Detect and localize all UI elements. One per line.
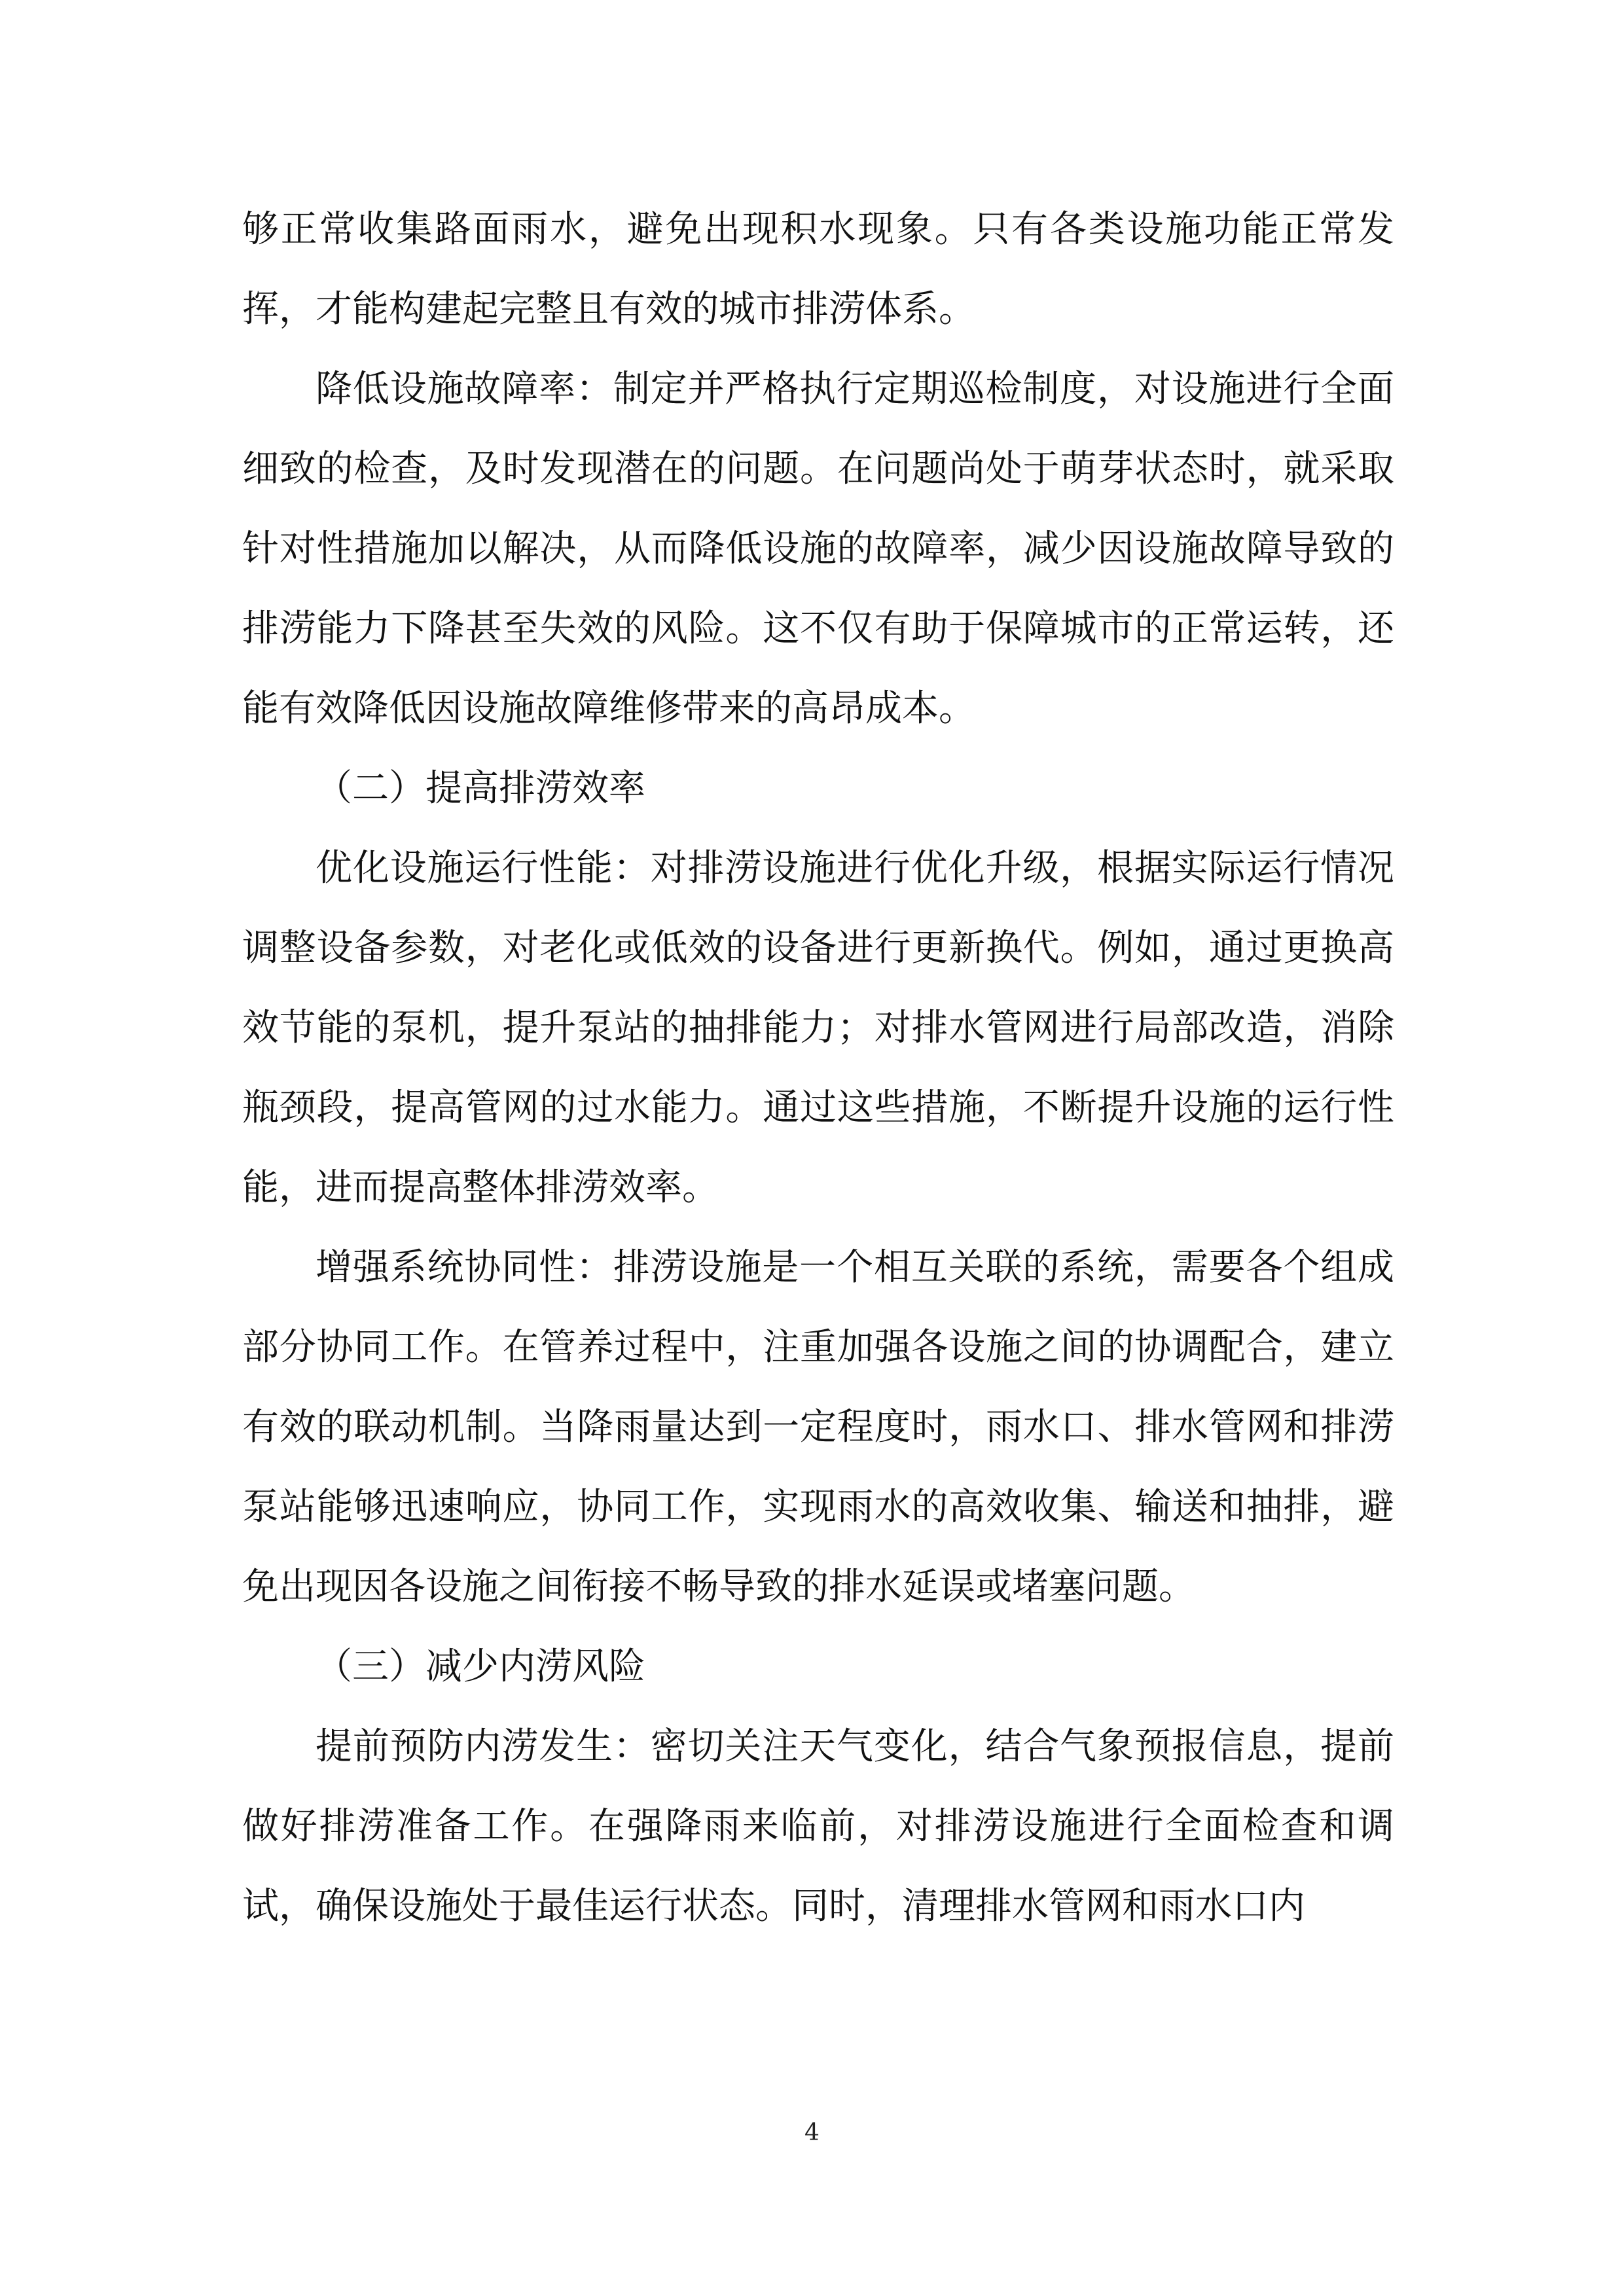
paragraph-prevent-waterlogging: 提前预防内涝发生：密切关注天气变化，结合气象预报信息，提前做好排涝准备工作。在强降雨来临前，对排涝设施进行全面检查和调试，确保设施处于最佳运行状态。同时，清理排水管网和雨水口内	[242, 1725, 1394, 1928]
section-heading-2: （二）提高排涝效率	[316, 767, 645, 810]
paragraph-reduce-failure-rate: 降低设施故障率：制定并严格执行定期巡检制度，对设施进行全面细致的检查，及时发现潜在的问题。在问题尚处于萌芽状态时，就采取针对性措施加以解决，从而降低设施的故障率，减少因设施故障导致的排涝能力下降甚至失效的风险。这不仅有助于保障城市的正常运转，还能有效降低因设施故障维修带来的高昂成本。	[242, 368, 1394, 730]
page-number: 4	[804, 2119, 820, 2146]
section-heading-3: （三）减少内涝风险	[316, 1645, 645, 1688]
paragraph-continuation: 够正常收集路面雨水，避免出现积水现象。只有各类设施功能正常发挥，才能构建起完整且有效的城市排涝体系。	[242, 208, 1394, 331]
body-text	[242, 190, 1394, 1946]
paragraph-system-synergy: 增强系统协同性：排涝设施是一个相互关联的系统，需要各个组成部分协同工作。在管养过程中，注重加强各设施之间的协调配合，建立有效的联动机制。当降雨量达到一定程度时，雨水口、排水管网和排涝泵站能够迅速响应，协同工作，实现雨水的高效收集、输送和抽排，避免出现因各设施之间衔接不畅导致的排水延误或堵塞问题。	[242, 1246, 1394, 1608]
paragraph-optimize-performance: 优化设施运行性能：对排涝设施进行优化升级，根据实际运行情况调整设备参数，对老化或低效的设备进行更新换代。例如，通过更换高效节能的泵机，提升泵站的抽排能力；对排水管网进行局部改造，消除瓶颈段，提高管网的过水能力。通过这些措施，不断提升设施的运行性能，进而提高整体排涝效率。	[242, 847, 1394, 1209]
